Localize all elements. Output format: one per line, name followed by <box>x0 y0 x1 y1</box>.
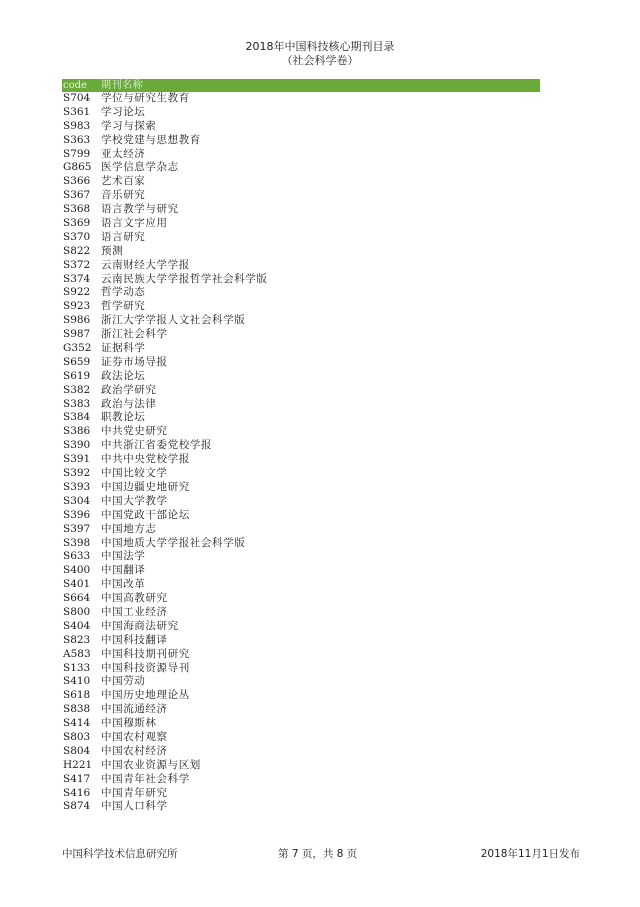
journal-name: 中国地方志 <box>101 522 157 535</box>
journal-name: 中国改革 <box>101 578 146 591</box>
journal-code: A583 <box>63 647 91 660</box>
table-row <box>62 231 540 245</box>
journal-code: S384 <box>63 411 91 424</box>
journal-name: 浙江社会科学 <box>101 328 168 341</box>
journal-code: H221 <box>63 758 93 771</box>
journal-code: S367 <box>63 189 91 202</box>
journal-name: 语言教学与研究 <box>101 203 179 216</box>
table-row <box>62 161 540 175</box>
table-row <box>62 203 540 217</box>
journal-table <box>62 79 540 814</box>
table-row <box>62 314 540 328</box>
journal-code: S838 <box>63 703 91 716</box>
journal-code: S133 <box>63 661 91 674</box>
journal-code: S983 <box>63 119 91 132</box>
table-row <box>62 523 540 537</box>
table-row <box>62 662 540 676</box>
journal-name: 哲学研究 <box>101 300 146 313</box>
journal-name: 中国农村经济 <box>101 744 168 757</box>
journal-code: S922 <box>63 286 91 299</box>
table-row <box>62 550 540 564</box>
table-row <box>62 606 540 620</box>
table-row <box>62 439 540 453</box>
table-row <box>62 467 540 481</box>
journal-code: S987 <box>63 328 91 341</box>
journal-name: 中共党史研究 <box>101 425 168 438</box>
journal-name: 中国海商法研究 <box>101 619 179 632</box>
journal-name: 中国青年研究 <box>101 786 168 799</box>
journal-name: 政治学研究 <box>101 383 157 396</box>
table-row <box>62 592 540 606</box>
footer-release-date: 2018年11月1日发布 <box>480 848 580 860</box>
journal-code: S393 <box>63 480 91 493</box>
journal-code: G352 <box>63 342 92 355</box>
journal-code: S361 <box>63 105 91 118</box>
table-row <box>62 578 540 592</box>
table-row <box>62 537 540 551</box>
journal-name: 哲学动态 <box>101 286 146 299</box>
table-row <box>62 273 540 287</box>
journal-code: S633 <box>63 550 91 563</box>
journal-code: S659 <box>63 355 91 368</box>
table-row <box>62 703 540 717</box>
journal-code: S923 <box>63 300 91 313</box>
table-row <box>62 717 540 731</box>
table-row <box>62 217 540 231</box>
journal-name: 中国高教研究 <box>101 592 168 605</box>
journal-name: 学习与探索 <box>101 119 157 132</box>
journal-name: 中国农业资源与区划 <box>101 758 201 771</box>
journal-name: 中国科技资源导刊 <box>101 661 190 674</box>
journal-code: S410 <box>63 675 91 688</box>
journal-code: S400 <box>63 564 91 577</box>
table-row <box>62 300 540 314</box>
table-row <box>62 564 540 578</box>
journal-code: S368 <box>63 203 91 216</box>
journal-code: S803 <box>63 730 91 743</box>
journal-name: 中国工业经济 <box>101 605 168 618</box>
journal-name: 音乐研究 <box>101 189 146 202</box>
table-row <box>62 398 540 412</box>
table-row <box>62 509 540 523</box>
journal-code: S397 <box>63 522 91 535</box>
journal-code: S618 <box>63 689 91 702</box>
table-row <box>62 342 540 356</box>
table-row <box>62 411 540 425</box>
header-code: code <box>63 80 87 91</box>
journal-name: 中国农村观察 <box>101 730 168 743</box>
table-row <box>62 800 540 814</box>
journal-code: S874 <box>63 800 91 813</box>
journal-name: 职教论坛 <box>101 411 146 424</box>
journal-name: 中国法学 <box>101 550 146 563</box>
table-row <box>62 689 540 703</box>
table-row <box>62 675 540 689</box>
table-row <box>62 731 540 745</box>
journal-code: S391 <box>63 453 91 466</box>
table-row <box>62 745 540 759</box>
table-row <box>62 134 540 148</box>
journal-code: S386 <box>63 425 91 438</box>
journal-name: 证券市场导报 <box>101 355 168 368</box>
journal-name: 中国劳动 <box>101 675 146 688</box>
journal-name: 中国党政干部论坛 <box>101 508 190 521</box>
journal-code: S800 <box>63 605 91 618</box>
table-row <box>62 148 540 162</box>
table-row <box>62 773 540 787</box>
table-row <box>62 92 540 106</box>
table-row <box>62 120 540 134</box>
journal-name: 浙江大学学报人文社会科学版 <box>101 314 246 327</box>
journal-name: 政治与法律 <box>101 397 157 410</box>
journal-code: S374 <box>63 272 91 285</box>
journal-name: 中国比较文学 <box>101 467 168 480</box>
table-row <box>62 634 540 648</box>
journal-code: S664 <box>63 592 91 605</box>
journal-name: 学校党建与思想教育 <box>101 133 201 146</box>
journal-name: 中国大学教学 <box>101 494 168 507</box>
table-row <box>62 328 540 342</box>
journal-code: S372 <box>63 258 91 271</box>
journal-code: S398 <box>63 536 91 549</box>
table-row <box>62 106 540 120</box>
footer-publisher: 中国科学技术信息研究所 <box>62 848 178 860</box>
document-title: 2018年中国科技核心期刊目录 <box>245 40 395 53</box>
footer-page-number: 第 7 页，共 8 页 <box>278 848 358 860</box>
journal-code: S383 <box>63 397 91 410</box>
journal-name: 云南财经大学学报 <box>101 258 190 271</box>
table-row <box>62 356 540 370</box>
journal-name: 中共中央党校学报 <box>101 453 190 466</box>
journal-name: 预测 <box>101 244 124 257</box>
journal-code: S417 <box>63 772 91 785</box>
table-row <box>62 495 540 509</box>
journal-name: 中共浙江省委党校学报 <box>101 439 212 452</box>
table-body <box>62 92 540 814</box>
table-row <box>62 425 540 439</box>
table-row <box>62 245 540 259</box>
table-header <box>62 79 540 92</box>
journal-name: 中国人口科学 <box>101 800 168 813</box>
journal-name: 医学信息学杂志 <box>101 161 179 174</box>
journal-code: G865 <box>63 161 92 174</box>
journal-name: 中国翻译 <box>101 564 146 577</box>
journal-name: 语言文字应用 <box>101 217 168 230</box>
journal-code: S366 <box>63 175 91 188</box>
table-row <box>62 481 540 495</box>
journal-name: 政法论坛 <box>101 369 146 382</box>
journal-name: 中国边疆史地研究 <box>101 480 190 493</box>
journal-name: 中国科技期刊研究 <box>101 647 190 660</box>
journal-code: S370 <box>63 230 91 243</box>
table-row <box>62 259 540 273</box>
journal-name: 中国地质大学学报社会科学版 <box>101 536 246 549</box>
journal-code: S704 <box>63 92 91 104</box>
journal-name: 艺术百家 <box>101 175 146 188</box>
journal-name: 中国流通经济 <box>101 703 168 716</box>
journal-code: S804 <box>63 744 91 757</box>
journal-code: S392 <box>63 467 91 480</box>
journal-code: S401 <box>63 578 91 591</box>
journal-name: 云南民族大学学报哲学社会科学版 <box>101 272 268 285</box>
journal-name: 学位与研究生教育 <box>101 92 190 104</box>
journal-code: S382 <box>63 383 91 396</box>
journal-name: 证据科学 <box>101 342 146 355</box>
journal-name: 语言研究 <box>101 230 146 243</box>
journal-name: 学习论坛 <box>101 105 146 118</box>
journal-code: S369 <box>63 217 91 230</box>
journal-name: 中国青年社会科学 <box>101 772 190 785</box>
table-row <box>62 620 540 634</box>
journal-code: S390 <box>63 439 91 452</box>
table-row <box>62 286 540 300</box>
journal-code: S396 <box>63 508 91 521</box>
table-row <box>62 370 540 384</box>
document-subtitle: （社会科学卷） <box>281 54 359 67</box>
journal-code: S416 <box>63 786 91 799</box>
table-row <box>62 175 540 189</box>
journal-code: S823 <box>63 633 91 646</box>
table-row <box>62 453 540 467</box>
journal-code: S822 <box>63 244 91 257</box>
journal-code: S363 <box>63 133 91 146</box>
journal-name: 亚太经济 <box>101 147 146 160</box>
table-row <box>62 189 540 203</box>
table-row <box>62 648 540 662</box>
journal-code: S799 <box>63 147 91 160</box>
journal-name: 中国历史地理论丛 <box>101 689 190 702</box>
journal-name: 中国穆斯林 <box>101 717 157 730</box>
journal-name: 中国科技翻译 <box>101 633 168 646</box>
journal-code: S986 <box>63 314 91 327</box>
journal-code: S414 <box>63 717 91 730</box>
table-row <box>62 787 540 801</box>
document-title-block <box>0 40 640 68</box>
table-row <box>62 384 540 398</box>
journal-code: S304 <box>63 494 91 507</box>
journal-code: S404 <box>63 619 91 632</box>
journal-code: S619 <box>63 369 91 382</box>
header-name: 期刊名称 <box>101 80 144 91</box>
table-row <box>62 759 540 773</box>
